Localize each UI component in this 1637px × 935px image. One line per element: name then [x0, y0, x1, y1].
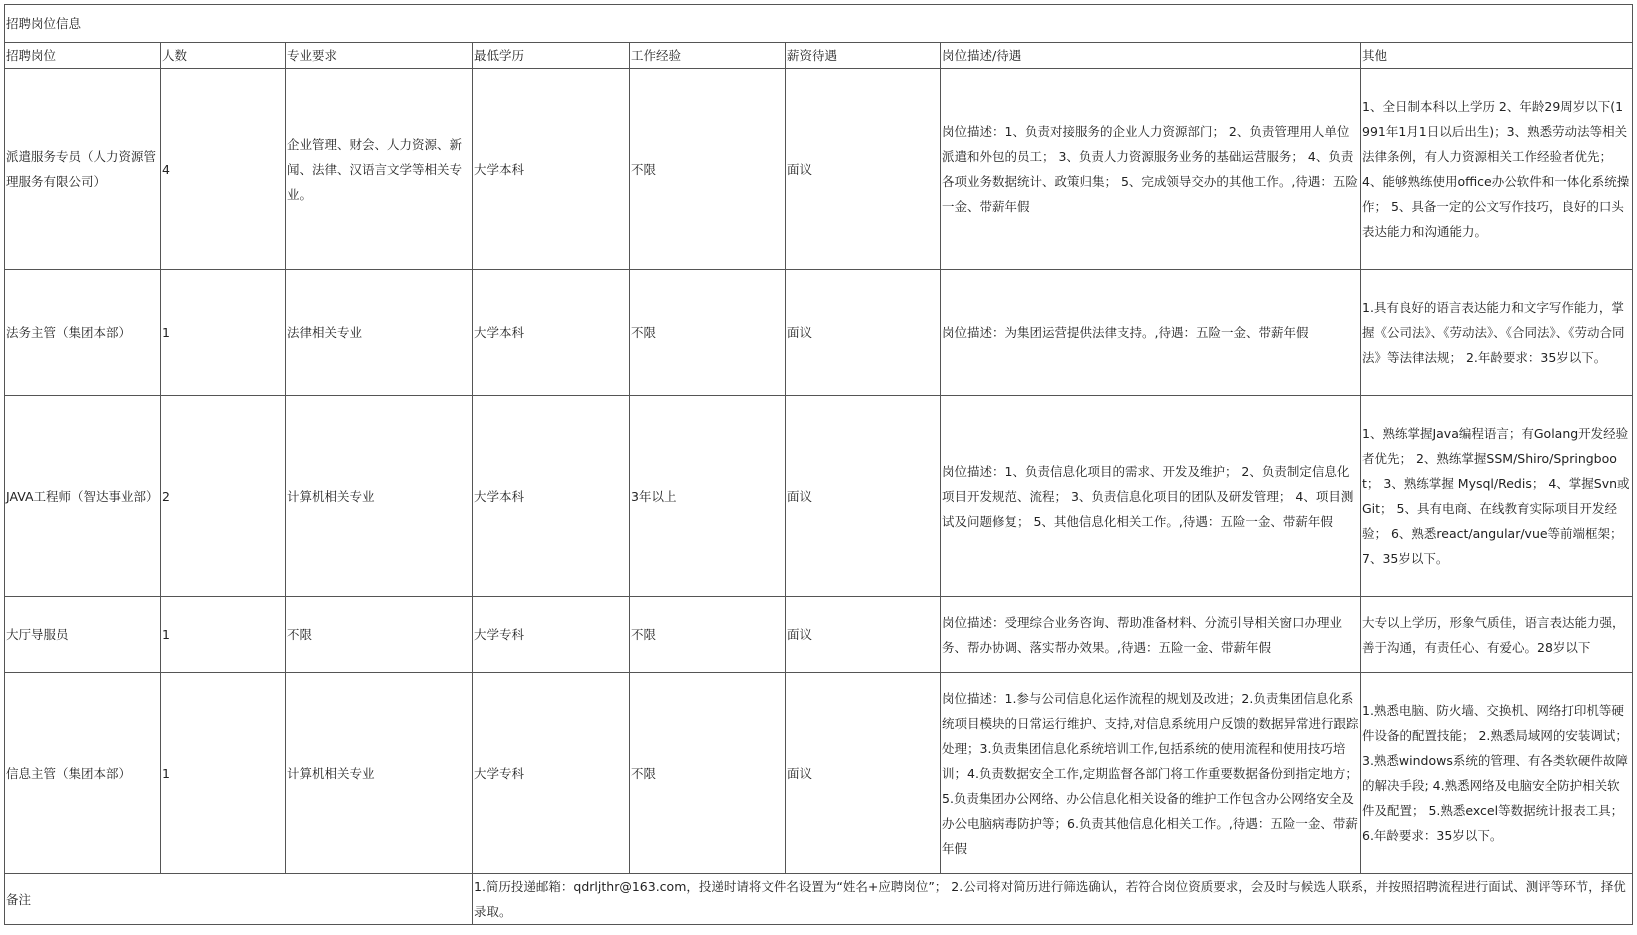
- cell-description: 岗位描述：1.参与公司信息化运作流程的规划及改进；2.负责集团信息化系统项目模块的日常运行维护、支持,对信息系统用户反馈的数据异常进行跟踪处理；3.负责集团信息化系统培训工作,包括系统的使用流程和使用技巧培训；4.负责数据安全工作,定期监督各部门将工作重要数据备份到指定地方；5.负责集团办公网络、办公信息化相关设备的维护工作包含办公网络安全及办公电脑病毒防护等；6.负责其他信息化相关工作。,待遇：五险一金、带薪年假: [941, 673, 1361, 874]
- table-row: [5, 270, 1633, 396]
- cell-position: JAVA工程师（智达事业部）: [5, 396, 161, 597]
- cell-education: 大学专科: [473, 673, 630, 874]
- table-row: [5, 673, 1633, 874]
- cell-count: 2: [161, 396, 286, 597]
- cell-experience: 不限: [630, 597, 786, 673]
- cell-major: 法律相关专业: [286, 270, 473, 396]
- header-salary: 薪资待遇: [786, 43, 941, 69]
- note-text: 1.简历投递邮箱：qdrljthr@163.com，投递时请将文件名设置为“姓名+应聘岗位”； 2.公司将对简历进行筛选确认，若符合岗位资质要求，会及时与候选人联系，并按照招聘流程进行面试、测评等环节，择优录取。: [473, 874, 1633, 925]
- cell-experience: 不限: [630, 69, 786, 270]
- header-experience: 工作经验: [630, 43, 786, 69]
- table-row: [5, 69, 1633, 270]
- table-row: [5, 396, 1633, 597]
- cell-position: 大厅导服员: [5, 597, 161, 673]
- note-label: 备注: [5, 874, 473, 925]
- cell-description: 岗位描述：受理综合业务咨询、帮助准备材料、分流引导相关窗口办理业务、帮办协调、落实帮办效果。,待遇：五险一金、带薪年假: [941, 597, 1361, 673]
- cell-education: 大学专科: [473, 597, 630, 673]
- header-count: 人数: [161, 43, 286, 69]
- cell-education: 大学本科: [473, 69, 630, 270]
- cell-experience: 不限: [630, 270, 786, 396]
- cell-count: 1: [161, 673, 286, 874]
- cell-count: 1: [161, 270, 286, 396]
- cell-description: 岗位描述：1、负责信息化项目的需求、开发及维护； 2、负责制定信息化项目开发规范、流程； 3、负责信息化项目的团队及研发管理； 4、项目测试及问题修复； 5、其他信息化相关工作。,待遇：五险一金、带薪年假: [941, 396, 1361, 597]
- header-major: 专业要求: [286, 43, 473, 69]
- cell-salary: 面议: [786, 270, 941, 396]
- note-row: [5, 874, 1633, 925]
- table-header-row: [5, 43, 1633, 69]
- cell-position: 信息主管（集团本部）: [5, 673, 161, 874]
- table-title: 招聘岗位信息: [5, 5, 1633, 43]
- cell-other: 1.熟悉电脑、防火墙、交换机、网络打印机等硬件设备的配置技能； 2.熟悉局域网的安装调试； 3.熟悉windows系统的管理、有各类软硬件故障的解决手段; 4.熟悉网络及电脑安全防护相关软件及配置； 5.熟悉excel等数据统计报表工具； 6.年龄要求：35岁以下。: [1361, 673, 1633, 874]
- cell-count: 4: [161, 69, 286, 270]
- header-education: 最低学历: [473, 43, 630, 69]
- cell-major: 计算机相关专业: [286, 673, 473, 874]
- cell-salary: 面议: [786, 396, 941, 597]
- cell-major: 企业管理、财会、人力资源、新闻、法律、汉语言文学等相关专业。: [286, 69, 473, 270]
- cell-education: 大学本科: [473, 396, 630, 597]
- header-other: 其他: [1361, 43, 1633, 69]
- cell-position: 派遣服务专员（人力资源管理服务有限公司）: [5, 69, 161, 270]
- cell-salary: 面议: [786, 597, 941, 673]
- recruitment-table: [4, 4, 1633, 925]
- cell-count: 1: [161, 597, 286, 673]
- cell-description: 岗位描述：为集团运营提供法律支持。,待遇：五险一金、带薪年假: [941, 270, 1361, 396]
- header-position: 招聘岗位: [5, 43, 161, 69]
- header-description: 岗位描述/待遇: [941, 43, 1361, 69]
- cell-other: 1.具有良好的语言表达能力和文字写作能力，掌握《公司法》、《劳动法》、《合同法》、《劳动合同法》等法律法规； 2.年龄要求：35岁以下。: [1361, 270, 1633, 396]
- cell-major: 计算机相关专业: [286, 396, 473, 597]
- cell-education: 大学本科: [473, 270, 630, 396]
- cell-other: 1、熟练掌握Java编程语言；有Golang开发经验者优先； 2、熟练掌握SSM/Shiro/Springboot； 3、熟练掌握 Mysql/Redis； 4、掌握Svn或Git； 5、具有电商、在线教育实际项目开发经验； 6、熟悉react/angular/vue等前端框架； 7、35岁以下。: [1361, 396, 1633, 597]
- cell-other: 1、全日制本科以上学历 2、年龄29周岁以下(1991年1月1日以后出生)；3、熟悉劳动法等相关法律条例，有人力资源相关工作经验者优先； 4、能够熟练使用office办公软件和一体化系统操作； 5、具备一定的公文写作技巧，良好的口头表达能力和沟通能力。: [1361, 69, 1633, 270]
- cell-salary: 面议: [786, 673, 941, 874]
- cell-experience: 不限: [630, 673, 786, 874]
- cell-description: 岗位描述：1、负责对接服务的企业人力资源部门； 2、负责管理用人单位派遣和外包的员工； 3、负责人力资源服务业务的基础运营服务； 4、负责各项业务数据统计、政策归集； 5、完成领导交办的其他工作。,待遇：五险一金、带薪年假: [941, 69, 1361, 270]
- table-row: [5, 597, 1633, 673]
- cell-other: 大专以上学历，形象气质佳，语言表达能力强，善于沟通，有责任心、有爱心。28岁以下: [1361, 597, 1633, 673]
- table-title-row: [5, 5, 1633, 43]
- cell-experience: 3年以上: [630, 396, 786, 597]
- cell-salary: 面议: [786, 69, 941, 270]
- cell-major: 不限: [286, 597, 473, 673]
- cell-position: 法务主管（集团本部）: [5, 270, 161, 396]
